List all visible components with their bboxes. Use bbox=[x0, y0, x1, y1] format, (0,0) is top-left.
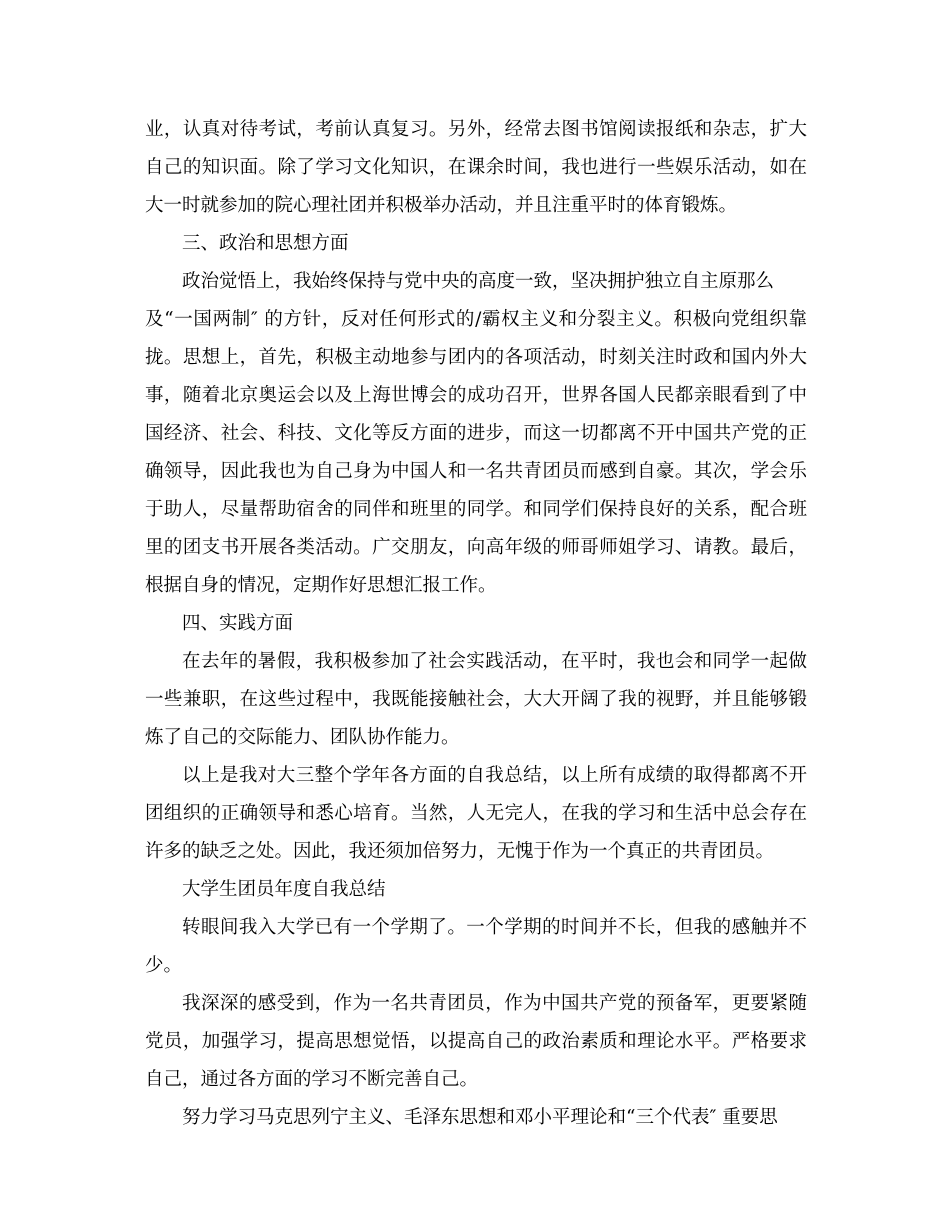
body-text-line: 党员，加强学习，提高思想觉悟，以提高自己的政治素质和理论水平。严格要求 bbox=[145, 1031, 807, 1052]
body-text-line: 拢。思想上，首先，积极主动地参与团内的各项活动，时刻关注时政和国内外大 bbox=[145, 347, 807, 368]
body-text-line: 许多的缺乏之处。因此，我还须加倍努力，无愧于作为一个真正的共青团员。 bbox=[145, 841, 775, 862]
body-text-line: 在去年的暑假，我积极参加了社会实践活动，在平时，我也会和同学一起做 bbox=[182, 651, 807, 672]
body-text-line: 一些兼职，在这些过程中，我既能接触社会，大大开阔了我的视野，并且能够锻 bbox=[145, 689, 807, 710]
body-text-line: 自己，通过各方面的学习不断完善自己。 bbox=[145, 1069, 479, 1090]
body-text-line: 自己的知识面。除了学习文化知识，在课余时间，我也进行一些娱乐活动，如在 bbox=[145, 157, 807, 178]
body-text-line: 政治觉悟上，我始终保持与党中央的高度一致，坚决拥护独立自主原那么 bbox=[182, 271, 775, 292]
body-text-line: 大一时就参加的院心理社团并积极举办活动，并且注重平时的体育锻炼。 bbox=[145, 195, 738, 216]
body-text-line: 我深深的感受到，作为一名共青团员，作为中国共产党的预备军，更要紧随 bbox=[182, 993, 807, 1014]
body-text-line: 里的团支书开展各类活动。广交朋友，向高年级的师哥师姐学习、请教。最后， bbox=[145, 537, 807, 558]
body-text-line: 炼了自己的交际能力、团队协作能力。 bbox=[145, 727, 460, 748]
body-text-line: 少。 bbox=[145, 955, 183, 976]
section-heading: 四、实践方面 bbox=[182, 613, 294, 634]
body-text-line: 努力学习马克思列宁主义、毛泽东思想和邓小平理论和“三个代表″ 重要思 bbox=[182, 1107, 778, 1128]
body-text-line: 确领导，因此我也为自己身为中国人和一名共青团员而感到自豪。其次，学会乐 bbox=[145, 461, 807, 482]
body-text-line: 以上是我对大三整个学年各方面的自我总结，以上所有成绩的取得都离不开 bbox=[182, 765, 807, 786]
section-heading: 三、政治和思想方面 bbox=[182, 233, 349, 254]
body-text-line: 业，认真对待考试，考前认真复习。另外，经常去图书馆阅读报纸和杂志，扩大 bbox=[145, 119, 807, 140]
section-heading: 大学生团员年度自我总结 bbox=[182, 879, 386, 900]
body-text-line: 及“一国两制″ 的方针，反对任何形式的/霸权主义和分裂主义。积极向党组织靠 bbox=[145, 309, 807, 330]
body-text-line: 转眼间我入大学已有一个学期了。一个学期的时间并不长，但我的感触并不 bbox=[182, 917, 807, 938]
body-text-line: 事，随着北京奥运会以及上海世博会的成功召开，世界各国人民都亲眼看到了中 bbox=[145, 385, 807, 406]
body-text-line: 国经济、社会、科技、文化等反方面的进步，而这一切都离不开中国共产党的正 bbox=[145, 423, 807, 444]
body-text-line: 团组织的正确领导和悉心培育。当然，人无完人，在我的学习和生活中总会存在 bbox=[145, 803, 807, 824]
body-text-line: 于助人，尽量帮助宿舍的同伴和班里的同学。和同学们保持良好的关系，配合班 bbox=[145, 499, 807, 520]
body-text-line: 根据自身的情况，定期作好思想汇报工作。 bbox=[145, 575, 497, 596]
